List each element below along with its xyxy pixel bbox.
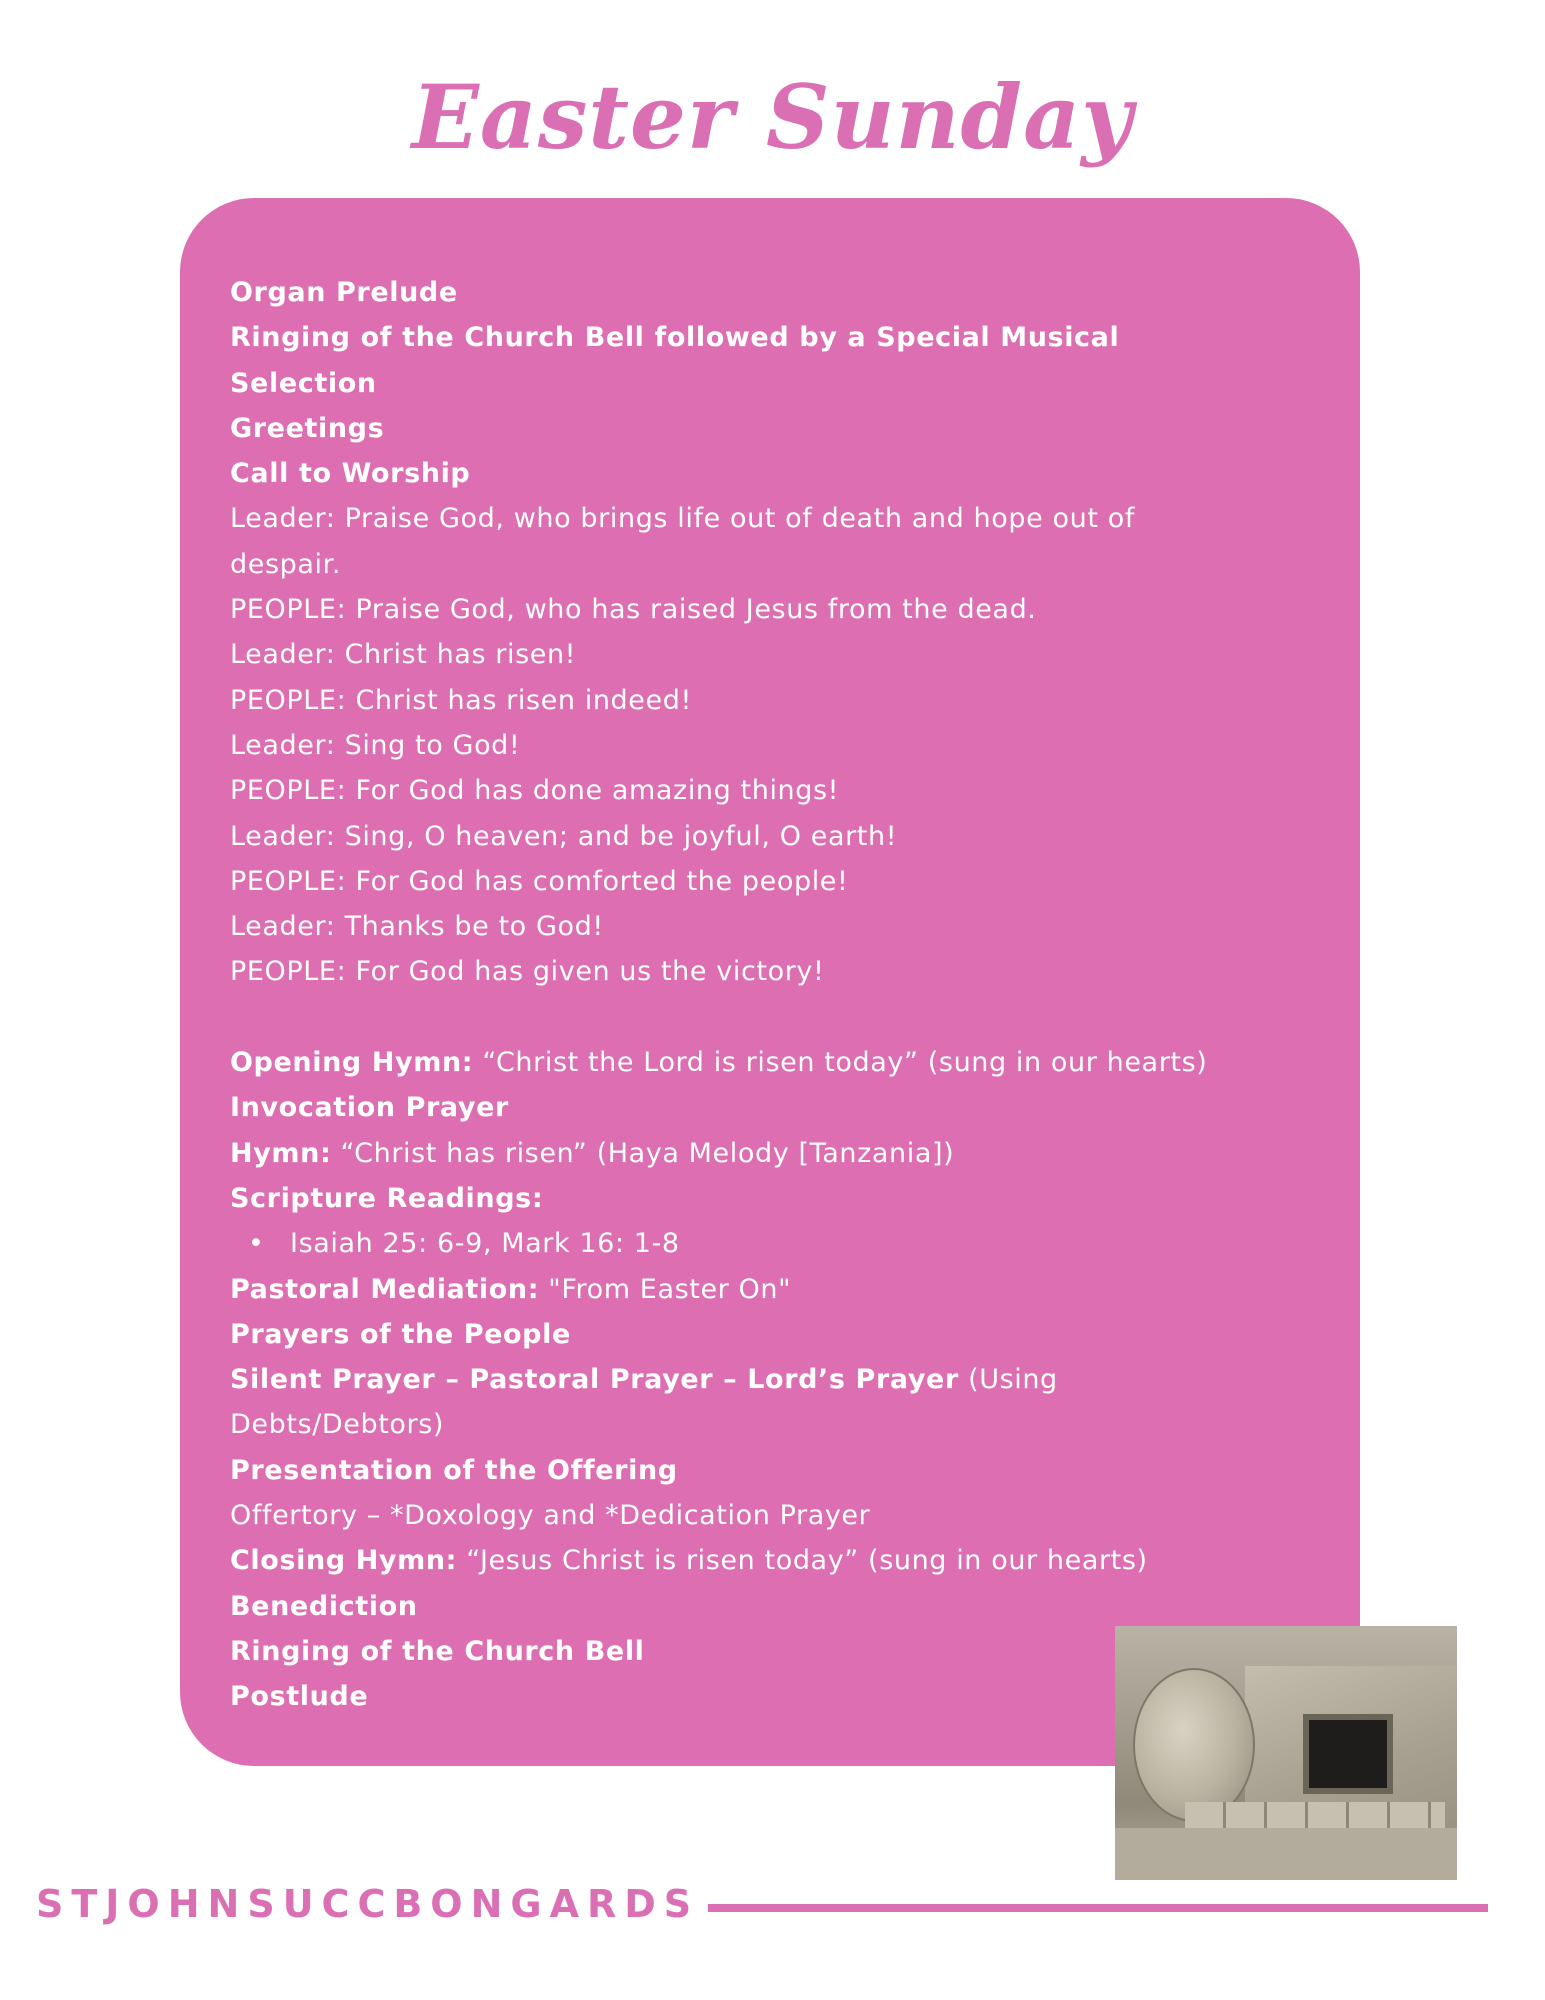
line-heading: Ringing of the Church Bell (230, 1635, 645, 1667)
worship-line (230, 1267, 1340, 1312)
line-heading: Pastoral Mediation: (230, 1273, 540, 1305)
line-text: "From Easter On" (539, 1273, 792, 1305)
line-text: Leader: Sing to God! (230, 729, 521, 761)
bullet-text: Isaiah 25: 6-9, Mark 16: 1-8 (290, 1228, 680, 1260)
line-heading: Greetings (230, 412, 385, 444)
line-heading: Prayers of the People (230, 1318, 571, 1350)
line-text: “Christ has risen” (Haya Melody [Tanzania]) (331, 1137, 955, 1169)
worship-line (230, 361, 1340, 406)
line-heading: Closing Hymn: (230, 1545, 458, 1577)
order-of-worship-list (230, 270, 1340, 1720)
worship-line (230, 904, 1340, 949)
line-text: PEOPLE: For God has comforted the people! (230, 865, 849, 897)
line-text: Leader: Praise God, who brings life out of death and hope out of (230, 503, 1135, 535)
line-text: despair. (230, 548, 342, 580)
line-text: (Using (958, 1364, 1058, 1396)
worship-line (230, 496, 1340, 541)
line-text: PEOPLE: For God has done amazing things! (230, 775, 840, 807)
line-heading: Scripture Readings: (230, 1182, 544, 1214)
worship-line (230, 1176, 1340, 1221)
line-text: Offertory – *Doxology and *Dedication Prayer (230, 1500, 871, 1532)
line-text: Debts/Debtors) (230, 1409, 445, 1441)
worship-line (230, 1538, 1340, 1583)
line-text: Leader: Christ has risen! (230, 639, 577, 671)
line-text: Leader: Thanks be to God! (230, 911, 604, 943)
line-heading: Hymn: (230, 1137, 332, 1169)
line-text: “Jesus Christ is risen today” (sung in our hearts) (457, 1545, 1148, 1577)
bullet-item (230, 1221, 1340, 1266)
worship-line (230, 1402, 1340, 1447)
worship-line (230, 1131, 1340, 1176)
empty-tomb-photo (1115, 1626, 1457, 1880)
line-heading: Benediction (230, 1590, 418, 1622)
line-text: Leader: Sing, O heaven; and be joyful, O earth! (230, 820, 898, 852)
line-text: PEOPLE: Christ has risen indeed! (230, 684, 692, 716)
rolling-stone (1133, 1668, 1255, 1822)
line-heading: Call to Worship (230, 458, 471, 490)
footer-brand: STJOHNSUCCBONGARDS (36, 1882, 700, 1926)
worship-line (230, 587, 1340, 632)
worship-line (230, 1312, 1340, 1357)
line-heading: Silent Prayer – Pastoral Prayer – Lord’s Prayer (230, 1364, 959, 1396)
worship-line (230, 542, 1340, 587)
footer-divider (708, 1904, 1488, 1912)
line-heading: Presentation of the Offering (230, 1454, 678, 1486)
line-heading: Opening Hymn: (230, 1047, 474, 1079)
worship-line (230, 1040, 1340, 1085)
worship-line (230, 1085, 1340, 1130)
bullet-icon: • (248, 1228, 265, 1260)
worship-line (230, 1584, 1340, 1629)
line-text: “Christ the Lord is risen today” (sung in our hearts) (473, 1047, 1208, 1079)
line-heading: Invocation Prayer (230, 1092, 509, 1124)
worship-line (230, 768, 1340, 813)
worship-line (230, 1448, 1340, 1493)
worship-line (230, 451, 1340, 496)
line-text: PEOPLE: Praise God, who has raised Jesus from the dead. (230, 594, 1037, 626)
blank-line (230, 995, 1340, 1040)
line-heading: Organ Prelude (230, 277, 458, 308)
worship-line (230, 1357, 1340, 1402)
line-heading: Postlude (230, 1681, 369, 1713)
worship-line (230, 270, 1340, 315)
worship-line (230, 678, 1340, 723)
line-text: PEOPLE: For God has given us the victory! (230, 956, 825, 988)
line-heading: Selection (230, 367, 377, 399)
tomb-doorway (1303, 1714, 1393, 1794)
worship-line (230, 949, 1340, 994)
worship-line (230, 1493, 1340, 1538)
page-title: Easter Sunday (411, 65, 1134, 169)
worship-line (230, 723, 1340, 768)
worship-line (230, 406, 1340, 451)
worship-line (230, 632, 1340, 677)
worship-line (230, 859, 1340, 904)
line-heading: Ringing of the Church Bell followed by a Special Musical (230, 322, 1120, 354)
ground (1115, 1828, 1457, 1880)
worship-line (230, 814, 1340, 859)
worship-line (230, 315, 1340, 360)
